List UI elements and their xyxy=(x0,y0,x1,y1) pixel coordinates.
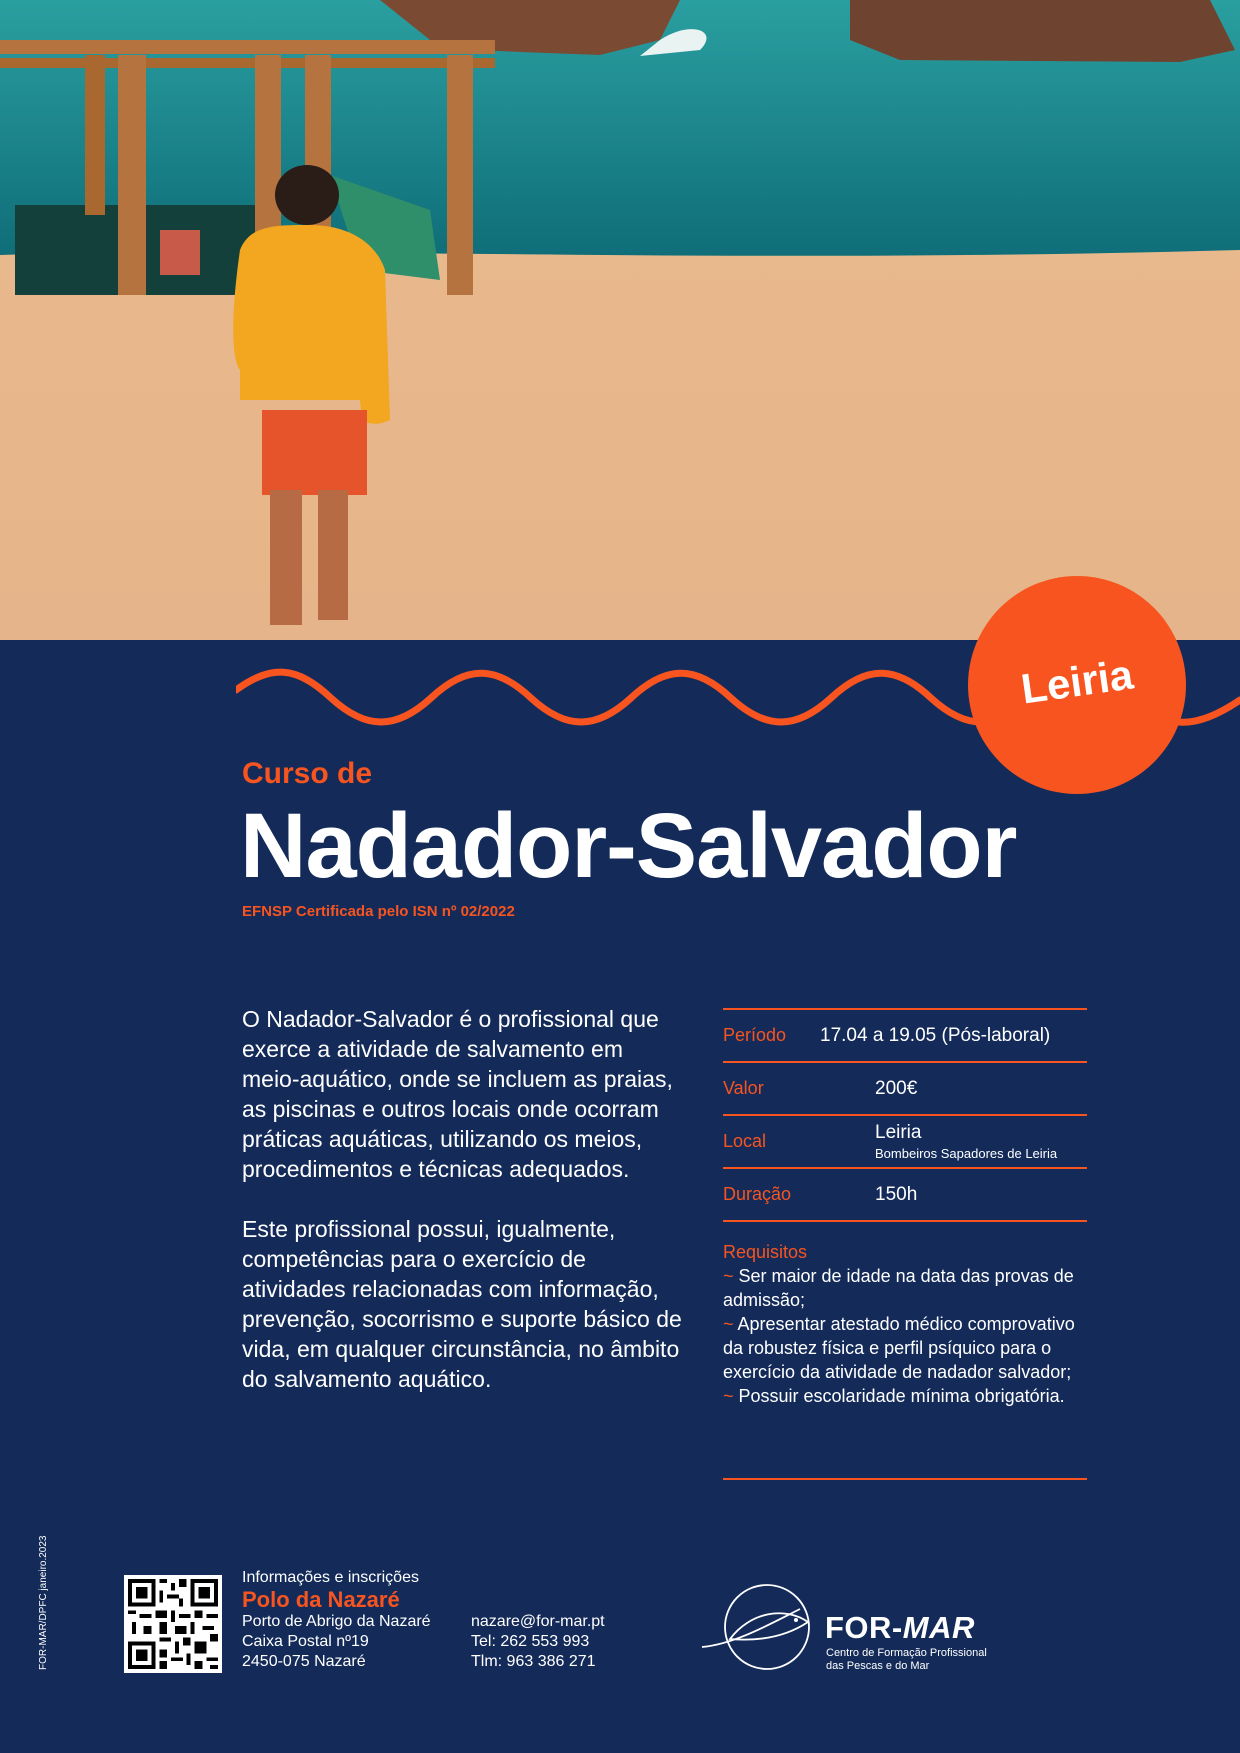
mobile-number[interactable]: Tlm: 963 386 271 xyxy=(471,1653,596,1670)
polo-name: Polo da Nazaré xyxy=(242,1587,400,1612)
description-paragraph: O Nadador-Salvador é o profissional que exerce a atividade de salvamento em meio-aquático, onde se incluem as praias, as piscinas e outros locais onde ocorram práticas aquáticas, utilizando os meios, procedimentos e técnicas adequados. xyxy=(242,1006,673,1182)
address-line: 2450-075 Nazaré xyxy=(242,1653,366,1670)
local-venue: Bombeiros Sapadores de Leiria xyxy=(875,1146,1058,1161)
detail-row-valor xyxy=(723,1061,1087,1114)
course-description xyxy=(242,1004,682,1424)
logo-name: FOR-MAR xyxy=(825,1610,975,1645)
fish-logo-icon xyxy=(700,1584,818,1674)
certification-text: EFNSP Certificada pelo ISN nº 02/2022 xyxy=(242,903,515,920)
description-paragraph: Este profissional possui, igualmente, competências para o exercício de atividades relacionadas com informação, prevenção, socorrismo e suporte básico de vida, em qualquer circunstância, no âmbito do salvamento aquático. xyxy=(242,1216,682,1392)
location-badge-text: Leiria xyxy=(1018,650,1136,713)
pre-title: Curso de xyxy=(242,757,373,790)
document-code: FOR-MAR/DPFC janeiro.2023 xyxy=(38,1535,49,1670)
info-label: Informações e inscrições xyxy=(242,1569,419,1586)
local-label: Local xyxy=(723,1131,767,1151)
detail-row-periodo xyxy=(723,1008,1087,1061)
requirements-divider xyxy=(723,1478,1087,1480)
requirements-title: Requisitos xyxy=(723,1242,808,1262)
duracao-value: 150h xyxy=(875,1183,918,1205)
address-line: Caixa Postal nº19 xyxy=(242,1633,369,1650)
email-link[interactable]: nazare@for-mar.pt xyxy=(471,1613,605,1630)
address-line: Porto de Abrigo da Nazaré xyxy=(242,1613,431,1630)
requirements-section xyxy=(723,1240,1087,1408)
location-badge xyxy=(968,576,1186,794)
local-city: Leiria xyxy=(875,1122,922,1143)
course-details-table xyxy=(723,1008,1087,1222)
requirement-item: ~ Possuir escolaridade mínima obrigatória. xyxy=(723,1386,1065,1406)
beach-lifeguard-illustration xyxy=(0,0,1240,640)
detail-row-duracao xyxy=(723,1167,1087,1220)
requirement-item: ~ Apresentar atestado médico comprovativo da robustez física e perfil psíquico para o exercício da atividade de nadador salvador; xyxy=(723,1314,1075,1382)
periodo-value: 17.04 a 19.05 (Pós-laboral) xyxy=(820,1024,1051,1046)
valor-label: Valor xyxy=(723,1078,764,1098)
requirement-item: ~ Ser maior de idade na data das provas de admissão; xyxy=(723,1266,1074,1310)
logo-subtitle: Centro de Formação Profissional das Pescas e do Mar xyxy=(826,1647,987,1672)
valor-value: 200€ xyxy=(875,1077,918,1099)
contact-block xyxy=(242,1568,431,1672)
contact-details xyxy=(471,1612,605,1672)
page-title: Nadador-Salvador xyxy=(240,795,1017,897)
phone-number[interactable]: Tel: 262 553 993 xyxy=(471,1633,590,1650)
periodo-label: Período xyxy=(723,1025,787,1045)
local-value xyxy=(875,1122,1057,1161)
qr-code-icon[interactable] xyxy=(124,1575,222,1673)
table-divider xyxy=(723,1220,1087,1222)
detail-row-local xyxy=(723,1114,1087,1167)
hero-photo xyxy=(0,0,1240,640)
duracao-label: Duração xyxy=(723,1184,792,1204)
